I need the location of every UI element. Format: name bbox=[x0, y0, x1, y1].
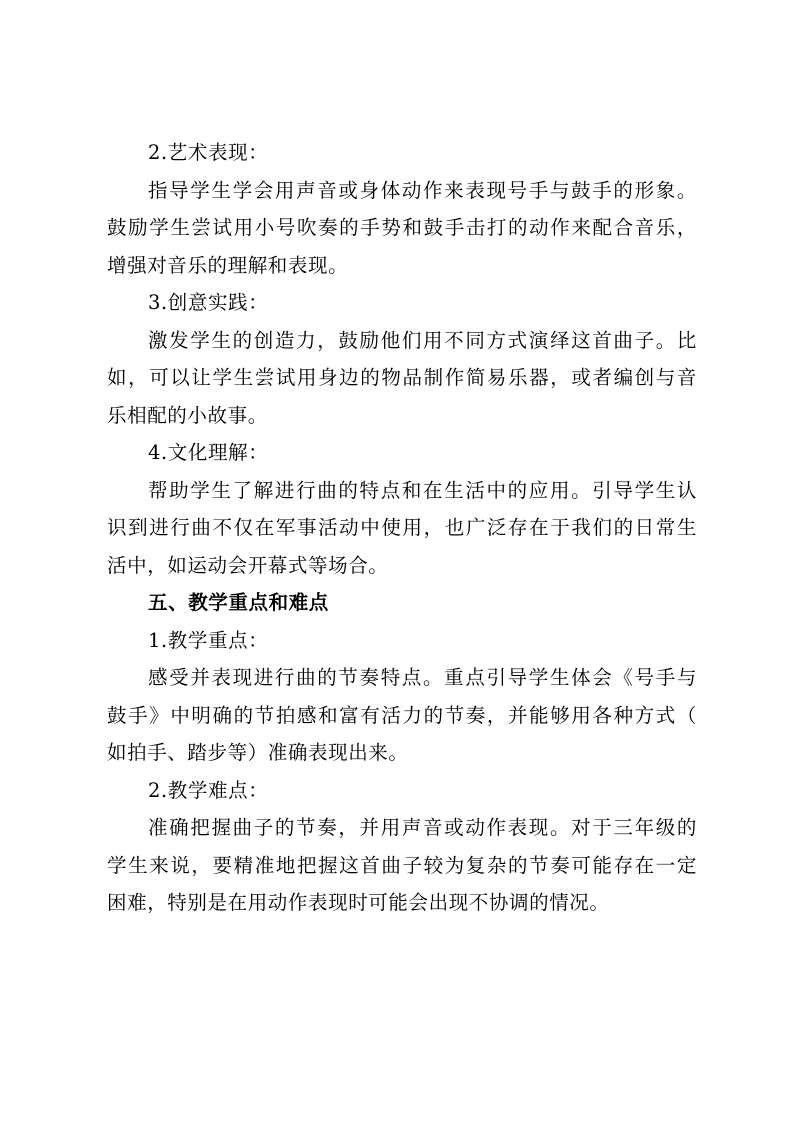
paragraph-line: 如，可以让学生尝试用身边的物品制作简易乐器，或者编创与音 bbox=[107, 366, 697, 389]
section-heading-teaching-focus: 1.教学重点： bbox=[148, 628, 269, 652]
paragraph-line: 鼓励学生尝试用小号吹奏的手势和鼓手击打的动作来配合音乐， bbox=[107, 216, 697, 239]
paragraph-line: 增强对音乐的理解和表现。 bbox=[107, 253, 349, 277]
paragraph-line: 指导学生学会用声音或身体动作来表现号手与鼓手的形象。 bbox=[148, 178, 697, 202]
paragraph-line: 鼓手》中明确的节拍感和富有活力的节奏，并能够用各种方式（ bbox=[107, 703, 697, 727]
paragraph-line: 困难，特别是在用动作表现时可能会出现不协调的情况。 bbox=[107, 891, 610, 914]
paragraph-line: 帮助学生了解进行曲的特点和在生活中的应用。引导学生认 bbox=[148, 478, 697, 502]
paragraph-line: 激发学生的创造力，鼓励他们用不同方式演绎这首曲子。比 bbox=[148, 328, 697, 352]
document-body bbox=[107, 134, 697, 922]
paragraph-line: 准确把握曲子的节奏，并用声音或动作表现。对于三年级的 bbox=[148, 816, 697, 839]
paragraph-line: 识到进行曲不仅在军事活动中使用，也广泛存在于我们的日常生 bbox=[107, 516, 697, 539]
paragraph-line: 如拍手、踏步等）准确表现出来。 bbox=[107, 741, 409, 764]
section-heading-teaching-difficulty: 2.教学难点： bbox=[148, 778, 269, 802]
paragraph-line: 感受并表现进行曲的节奏特点。重点引导学生体会《号手与 bbox=[148, 666, 697, 689]
section-heading-art-expression: 2.艺术表现： bbox=[148, 141, 269, 164]
paragraph-line: 乐相配的小故事。 bbox=[107, 403, 268, 427]
chapter-heading-key-points: 五、教学重点和难点 bbox=[148, 591, 329, 614]
paragraph-line: 学生来说，要精准地把握这首曲子较为复杂的节奏可能存在一定 bbox=[107, 853, 697, 877]
section-heading-creative-practice: 3.创意实践： bbox=[148, 291, 269, 314]
paragraph-line: 活中，如运动会开幕式等场合。 bbox=[107, 553, 389, 577]
section-heading-cultural-understanding: 4.文化理解： bbox=[148, 441, 269, 464]
